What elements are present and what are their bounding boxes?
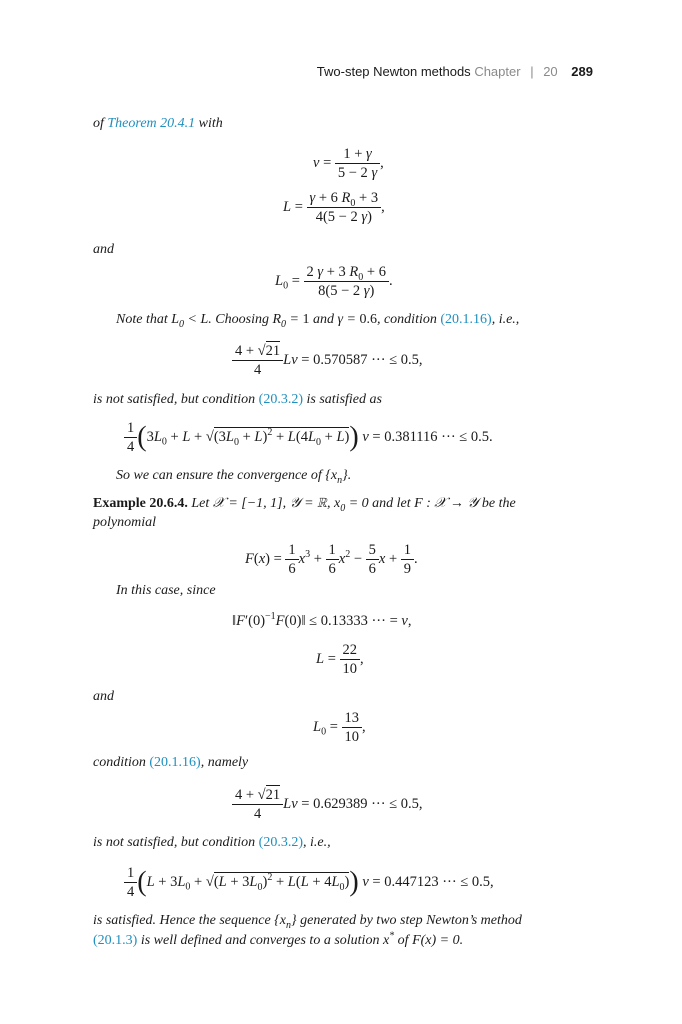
condition-link-3[interactable]: (20.1.16) bbox=[149, 755, 201, 770]
header-title: Two-step Newton methods bbox=[316, 64, 471, 79]
header-separator: | bbox=[530, 64, 534, 79]
and-2: and bbox=[93, 689, 114, 704]
condition-link-4[interactable]: (20.3.2) bbox=[258, 835, 303, 850]
header-chapter-label: Chapter bbox=[474, 64, 521, 79]
intro-line: of Theorem 20.4.1 with bbox=[93, 116, 223, 131]
equation-L0-value: $L_0$ = $\frac{13}{10}$ , bbox=[313, 710, 366, 745]
equation-L0: $L_0$ = $\frac{2 \gamma + 3 R_0 + 6}{8(5 - 2 \gamma)}$ . bbox=[275, 264, 393, 299]
ensure-line: So we can ensure the convergence of $\{x_n\}$. bbox=[116, 468, 352, 486]
equation-L: L = $\frac{\gamma + 6 R_0 + 3}{4(5 - 2 \gamma)}$ , bbox=[283, 190, 385, 225]
condition-link-2[interactable]: (20.3.2) bbox=[258, 392, 303, 407]
equation-L-value: L = $\frac{22}{10}$ , bbox=[316, 642, 364, 677]
theorem-link[interactable]: Theorem 20.4.1 bbox=[107, 116, 196, 131]
running-header bbox=[317, 64, 593, 79]
equation-check-3: $\frac{4 + √21}{4}$ Lv = 0.629389 ··· ≤ 0.5, bbox=[232, 786, 423, 823]
equation-link[interactable]: (20.1.3) bbox=[93, 933, 138, 948]
condition-link-1[interactable]: (20.1.16) bbox=[440, 312, 492, 327]
equation-check-2: $\frac{1}{4}$ $(3L_0 + L + √(3L_0 + L)^2 + L(4L_0 + L)) v = 0.381116$ ··· ≤ 0.5. bbox=[124, 419, 493, 456]
condition-namely: condition (20.1.16), namely bbox=[93, 755, 249, 770]
not-satisfied-1: is not satisfied, but condition (20.3.2) is satisfied as bbox=[93, 392, 382, 407]
example-line: Example 20.6.4. Let 𝒳 = [−1, 1], 𝒴 = ℝ, $x_0 = 0$ and let F : 𝒳 → 𝒴 be the bbox=[93, 496, 516, 514]
note-line: Note that $L_0 < L$. Choosing $R_0 = 1$ and γ = 0.6, condition (20.1.16), i.e., bbox=[116, 312, 520, 330]
final-line-1: is satisfied. Hence the sequence $\{x_n\}$ generated by two step Newton’s method bbox=[93, 913, 522, 931]
in-this-case: In this case, since bbox=[116, 583, 216, 598]
equation-norm: $‖F'(0)^{-1}F(0)‖ \le 0.13333$ ··· = v, bbox=[232, 611, 412, 629]
and-1: and bbox=[93, 242, 114, 257]
equation-nu: v = $\frac{1 + \gamma}{5 - 2 \gamma}$ , bbox=[313, 146, 384, 181]
final-line-2: (20.1.3) is well defined and converges to a solution x* of F(x) = 0. bbox=[93, 930, 464, 948]
example-label: Example 20.6.4. bbox=[93, 496, 188, 511]
page-number: 289 bbox=[571, 64, 593, 79]
polynomial-word: polynomial bbox=[93, 515, 156, 530]
header-chapter-number: 20 bbox=[543, 64, 558, 79]
equation-F: F(x) = $\frac{1}{6}$ $x^3$ + $\frac{1}{6}$ $x^2$ − $\frac{5}{6}$ x + $\frac{1}{9}$ . bbox=[245, 542, 418, 577]
equation-check-4: $\frac{1}{4}$ $(L + 3L_0 + √(L + 3L_0)^2 + L(L + 4L_0))$ v = 0.447123 ··· ≤ 0.5, bbox=[124, 864, 494, 901]
not-satisfied-2: is not satisfied, but condition (20.3.2), i.e., bbox=[93, 835, 331, 850]
equation-check-1: $\frac{4 + √21}{4}$ Lv = 0.570587 ··· ≤ 0.5, bbox=[232, 342, 423, 379]
